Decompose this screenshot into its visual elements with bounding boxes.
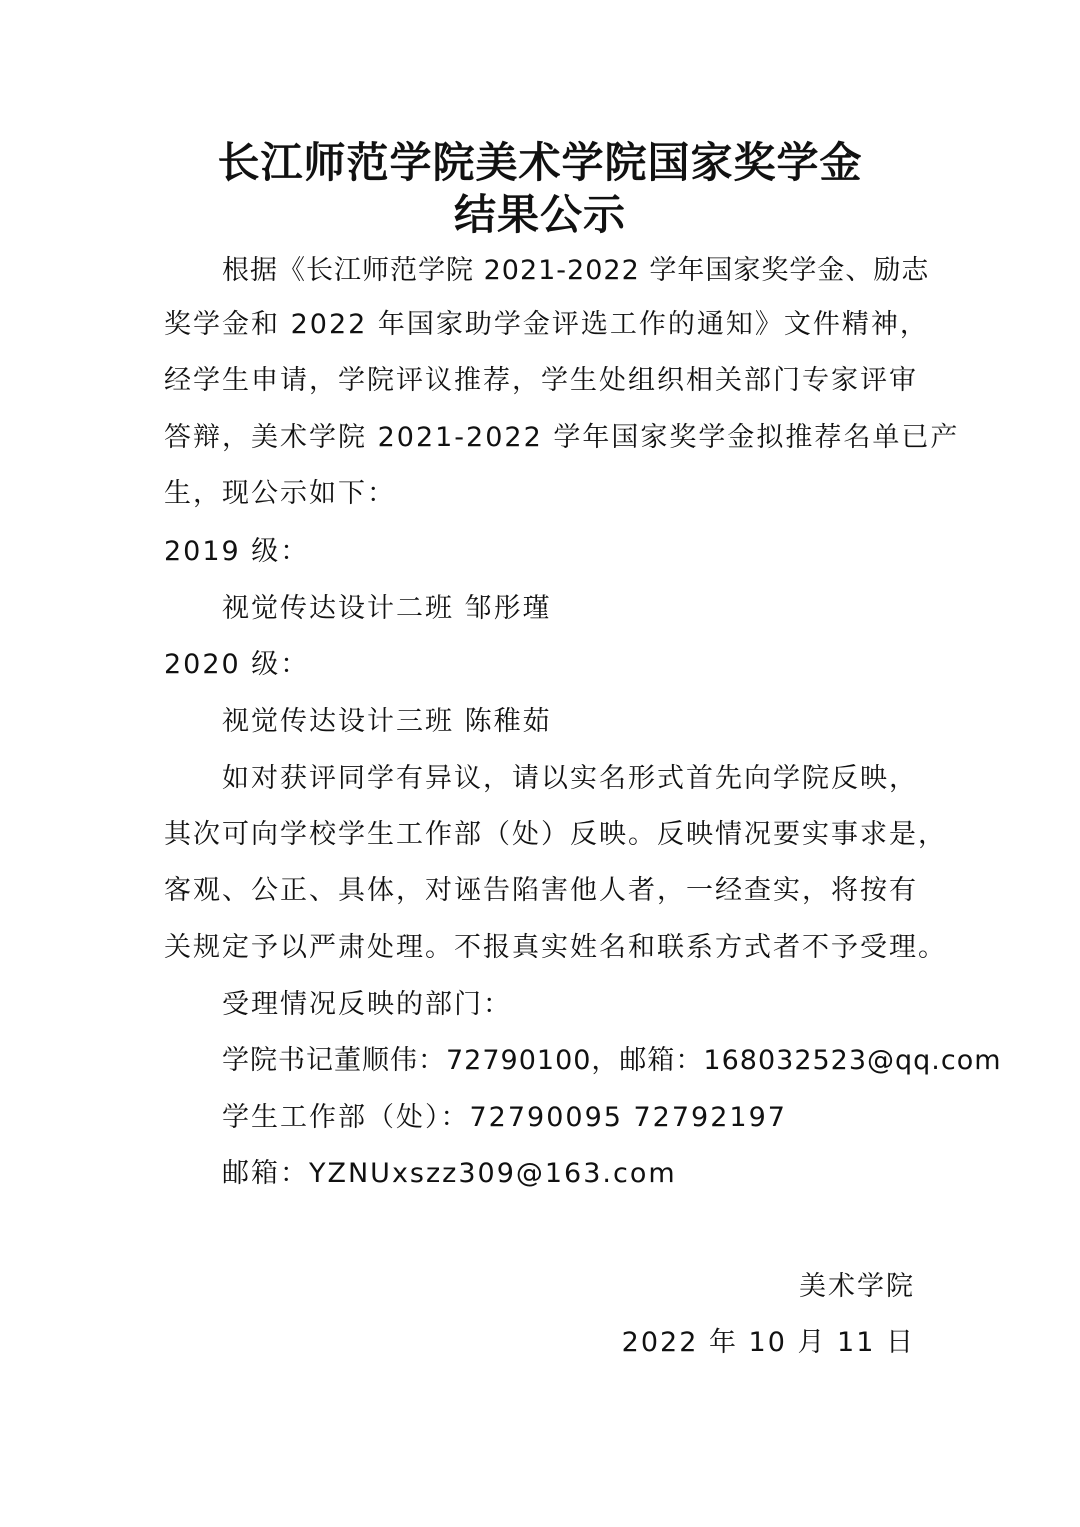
document-title-line-2: 结果公示 [453, 190, 626, 239]
contact-secretary: 学院书记董顺伟：72790100，邮箱：168032523@qq.com [222, 1045, 1002, 1076]
notice-line-4: 关规定予以严肃处理。不报真实姓名和联系方式者不予受理。 [164, 932, 947, 963]
grade-label-2020: 2020 级： [164, 649, 310, 680]
intro-line-1: 根据《长江师范学院 2021-2022 学年国家奖学金、励志 [222, 255, 930, 286]
contact-heading: 受理情况反映的部门： [222, 989, 512, 1020]
signature-date: 2022 年 10 月 11 日 [621, 1327, 915, 1358]
contact-email: 邮箱：YZNUxszz309@163.com [222, 1158, 677, 1189]
intro-line-3: 经学生申请，学院评议推荐，学生处组织相关部门专家评审 [164, 365, 918, 396]
grade-entry-2020: 视觉传达设计三班 陈稚茹 [222, 706, 552, 737]
intro-line-2: 奖学金和 2022 年国家助学金评选工作的通知》文件精神， [164, 309, 929, 340]
signature-org: 美术学院 [799, 1271, 915, 1302]
intro-line-5: 生，现公示如下： [164, 478, 396, 509]
notice-line-3: 客观、公正、具体，对诬告陷害他人者，一经查实，将按有 [164, 875, 918, 906]
notice-line-1: 如对获评同学有异议，请以实名形式首先向学院反映， [222, 763, 918, 794]
notice-line-2: 其次可向学校学生工作部（处）反映。反映情况要实事求是， [164, 819, 947, 850]
document-title-line-1: 长江师范学院美术学院国家奖学金 [217, 138, 863, 187]
grade-label-2019: 2019 级： [164, 536, 310, 567]
intro-line-4: 答辩，美术学院 2021-2022 学年国家奖学金拟推荐名单已产 [164, 422, 960, 453]
grade-entry-2019: 视觉传达设计二班 邹彤瑾 [222, 593, 552, 624]
contact-student-affairs: 学生工作部（处）：72790095 72792197 [222, 1102, 787, 1133]
